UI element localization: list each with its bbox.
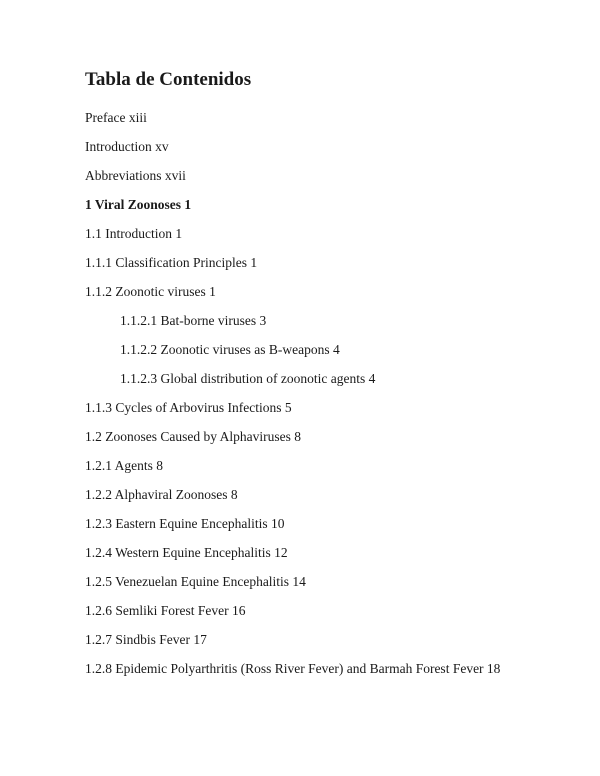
toc-entry: Introduction xv	[85, 139, 169, 154]
table-of-contents	[85, 109, 565, 689]
page-title: Tabla de Contenidos	[85, 69, 252, 90]
toc-entry: 1.2.7 Sindbis Fever 17	[85, 632, 207, 647]
toc-entry: 1.2.6 Semliki Forest Fever 16	[85, 603, 246, 618]
toc-entry: Preface xiii	[85, 110, 147, 125]
toc-entry: 1.1.2 Zoonotic viruses 1	[85, 284, 216, 299]
toc-entry: 1.2.3 Eastern Equine Encephalitis 10	[85, 516, 285, 531]
toc-entry: 1.2.5 Venezuelan Equine Encephalitis 14	[85, 574, 306, 589]
toc-entry: 1.2.8 Epidemic Polyarthritis (Ross River Fever) and Barmah Forest Fever 18	[85, 661, 501, 676]
toc-entry: 1.2.4 Western Equine Encephalitis 12	[85, 545, 288, 560]
toc-entry: 1.1.3 Cycles of Arbovirus Infections 5	[85, 400, 292, 415]
toc-entry: 1.2 Zoonoses Caused by Alphaviruses 8	[85, 429, 301, 444]
toc-entry: 1.1.2.2 Zoonotic viruses as B-weapons 4	[120, 342, 340, 357]
toc-entry: 1.1 Introduction 1	[85, 226, 183, 241]
toc-entry: Abbreviations xvii	[85, 168, 186, 183]
toc-entry: 1 Viral Zoonoses 1	[85, 197, 192, 212]
toc-entry: 1.2.1 Agents 8	[85, 458, 164, 473]
toc-entry: 1.2.2 Alphaviral Zoonoses 8	[85, 487, 238, 502]
toc-entry: 1.1.1 Classification Principles 1	[85, 255, 258, 270]
toc-entry: 1.1.2.3 Global distribution of zoonotic agents 4	[120, 371, 376, 386]
toc-entry: 1.1.2.1 Bat-borne viruses 3	[120, 313, 267, 328]
